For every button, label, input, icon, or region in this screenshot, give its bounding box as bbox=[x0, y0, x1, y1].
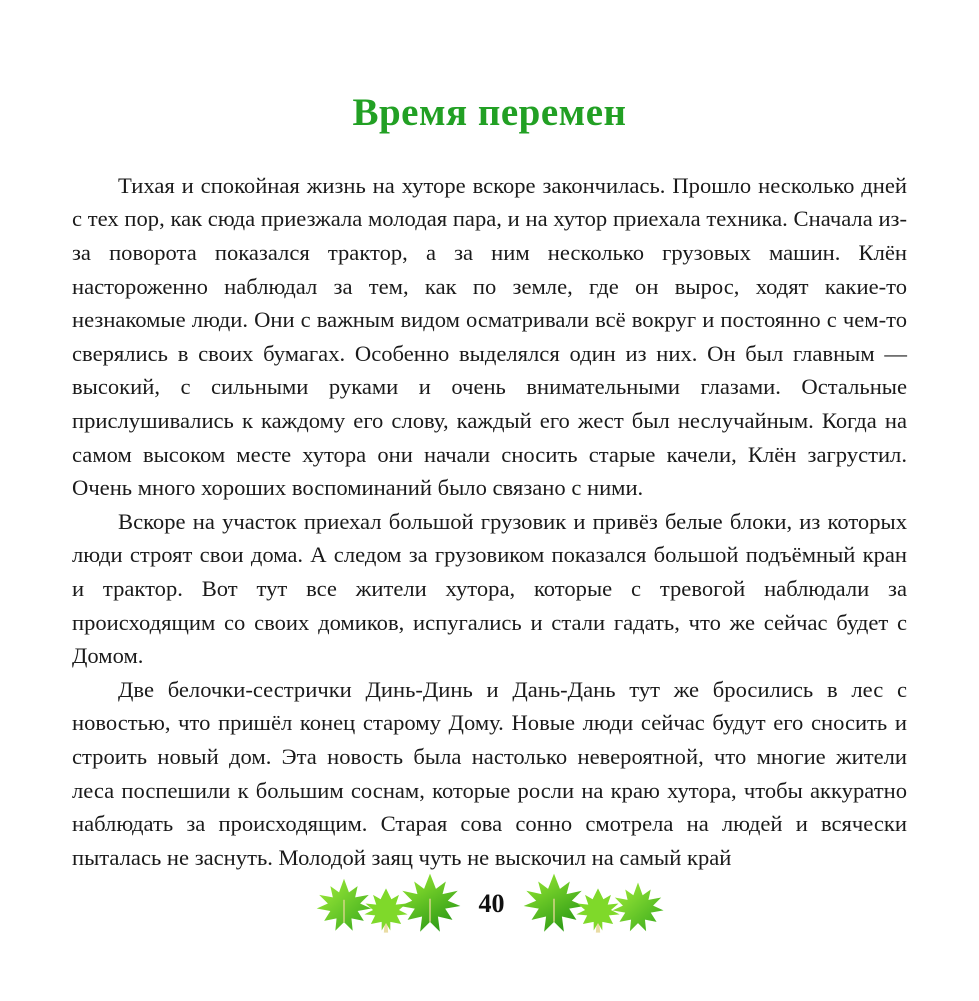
leaf-ornament-left bbox=[321, 871, 455, 937]
page-footer bbox=[0, 867, 979, 941]
paragraph: Вскоре на участок приехал большой грузовик и привёз белые блоки, из которых люди строят свои дома. А следом за грузовиком показался большой подъёмный кран и трактор. Вот тут все жители хутора, которые с тревогой наблюдали за происходящим со своих домиков, испугались и стали гадать, что же сейчас будет с Домом. bbox=[72, 508, 907, 669]
paragraph: Две белочки-сестрички Динь-Динь и Дань-Дань тут же бросились в лес с новостью, что пришёл конец старому Дому. Новые люди сейчас будут его сносить и строить новый дом. Эта новость была настолько невероятной, что многие жители леса поспешили к большим соснам, которые росли на краю хутора, чтобы аккуратно наблюдать за происходящим. Старая сова сонно смотрела на людей и всячески пыталась не заснуть. Молодой заяц чуть не выскочил на самый край bbox=[72, 676, 907, 870]
maple-leaf-icon bbox=[397, 871, 463, 937]
leaf-ornament-right bbox=[529, 871, 659, 937]
paragraph: Тихая и спокойная жизнь на хуторе вскоре закончилась. Прошло несколько дней с тех пор, как сюда приезжала молодая пара, и на хутор приехала техника. Сначала из-за поворота показался трактор, а за ним несколько грузовых машин. Клён настороженно наблюдал за тем, как по земле, где он вырос, ходят какие-то незнакомые люди. Они с важным видом осматривали всё вокруг и постоянно с чем-то сверялись в своих бумагах. Особенно выделялся один из них. Он был главным — высокий, с сильными руками и очень внимательными глазами. Остальные прислушивались к каждому его слову, каждый его жест был неслучайным. Когда на самом высоком месте хутора они начали сносить старые качели, Клён загрустил. Очень много хороших воспоминаний было связано с ними. bbox=[72, 172, 907, 501]
body-text bbox=[72, 135, 907, 874]
maple-leaf-icon bbox=[609, 879, 667, 937]
page-number: 40 bbox=[478, 889, 505, 918]
page-title: Время перемен bbox=[352, 91, 627, 134]
